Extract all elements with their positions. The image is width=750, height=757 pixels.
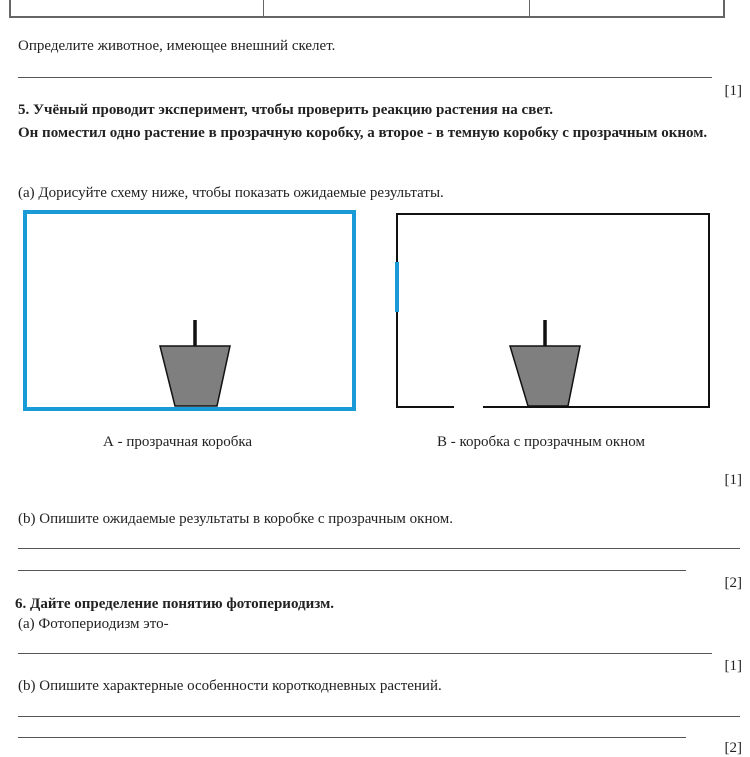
q4-marks: [1] [724,83,742,99]
q5-description: Он поместил одно растение в прозрачную коробку, а второе - в темную коробку с прозрачным окном. [18,125,708,141]
q5a-marks: [1] [724,472,742,488]
q6-title: 6. Дайте определение понятию фотопериодизм. [15,596,335,612]
q5-title: 5. Учёный проводит эксперимент, чтобы проверить реакцию растения на свет. [18,102,553,118]
q6b-marks: [2] [724,740,742,756]
q5-part-b: (b) Опишите ожидаемые результаты в коробке с прозрачным окном. [18,511,453,527]
caption-box-b: В - коробка с прозрачным окном [437,434,645,450]
q6-part-a: (а) Фотопериодизм это- [18,616,169,632]
plant-pot [160,346,230,406]
answer-line[interactable] [18,653,712,654]
q4-prompt: Определите животное, имеющее внешний скелет. [18,38,336,54]
caption-box-a: А - прозрачная коробка [103,434,253,450]
plant-pot [510,346,580,406]
answer-line[interactable] [18,570,686,571]
answer-line[interactable] [18,548,740,549]
q5-part-a: (а) Дорисуйте схему ниже, чтобы показать ожидаемые результаты. [18,185,444,201]
q5b-marks: [2] [724,575,742,591]
q6-part-b: (b) Опишите характерные особенности короткодневных растений. [18,678,442,694]
answer-line[interactable] [18,716,740,717]
q6a-marks: [1] [724,658,742,674]
answer-line[interactable] [18,737,686,738]
